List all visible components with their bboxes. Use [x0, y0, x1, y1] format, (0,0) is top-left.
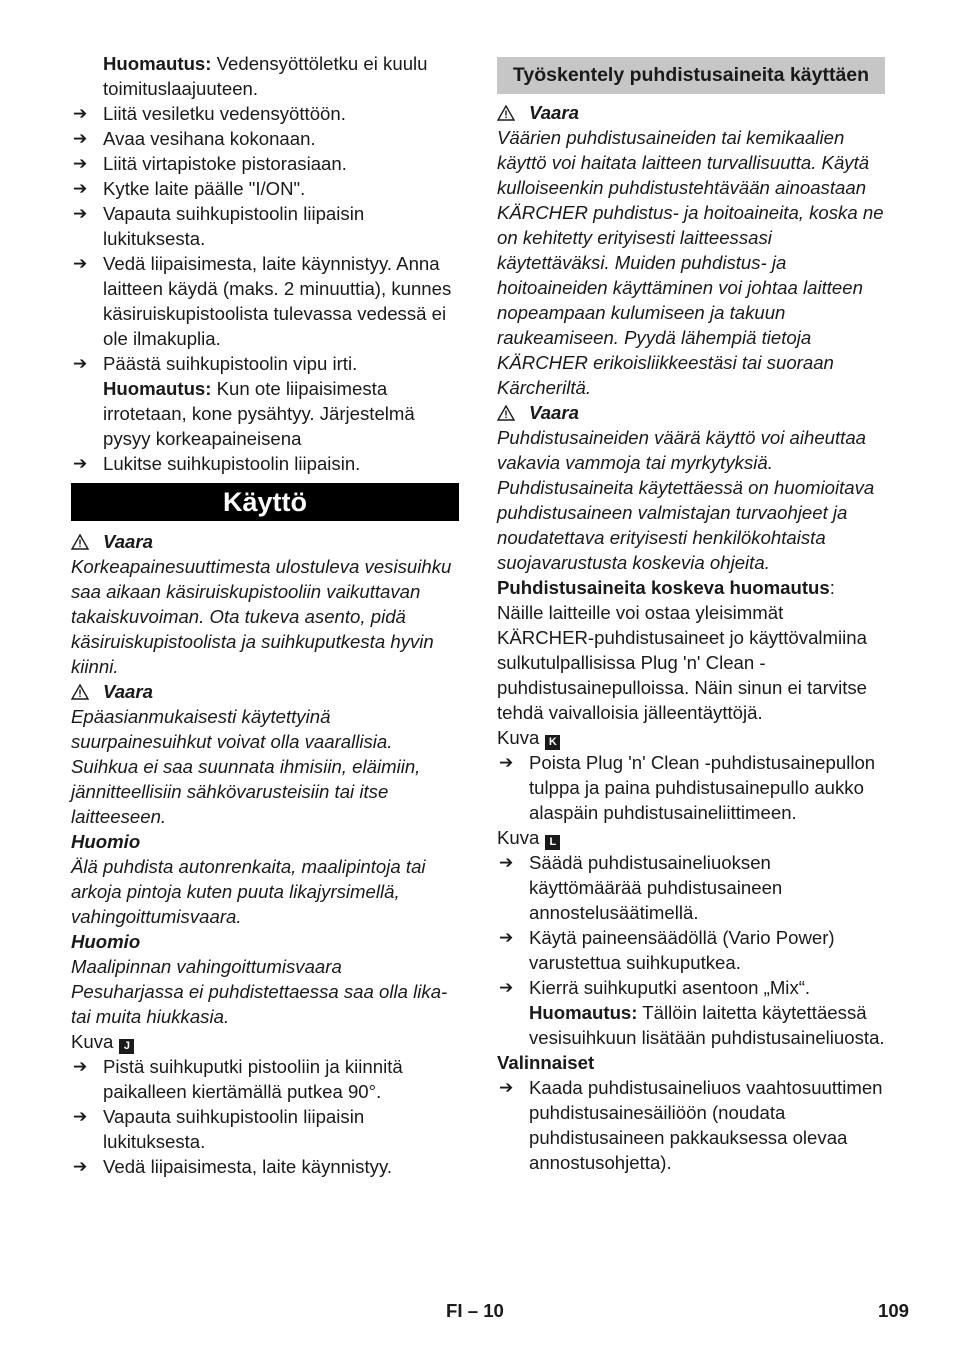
list-item: ➔ Käytä paineensäädöllä (Vario Power) varustettua suihkuputkea.	[499, 927, 835, 973]
list-item: ➔ Pistä suihkuputki pistooliin ja kiinnitä paikalleen kiertämällä putkea 90°.	[73, 1056, 403, 1102]
list-item: ➔ Poista Plug 'n' Clean -puhdistusainepullon tulppa ja paina puhdistusainepullo aukko alaspäin puhdistusaineliittimeen.	[499, 752, 876, 823]
figure-letter-badge: L	[545, 835, 560, 850]
list-item: ➔ Liitä vesiletku vedensyöttöön.	[73, 103, 346, 124]
warning-heading: Vaara	[497, 100, 885, 125]
note-pressure: Huomautus: Kun ote liipaisimesta irrotetaan, kone pysähtyy. Järjestelmä pysyy korkeapaineisena	[103, 378, 415, 449]
page-number: 109	[878, 1300, 910, 1321]
note-text: Vedensyöttöletku ei kuulu toimituslaajuuteen.	[103, 53, 428, 99]
optional-heading: Valinnaiset	[497, 1052, 595, 1073]
arrow-right-icon: ➔	[73, 454, 88, 473]
caution-text: Älä puhdista autonrenkaita, maalipintoja tai arkoja pintoja kuten puuta likajyrsimellä, vahingoittumisvaara.	[71, 856, 426, 927]
warning-text: Epäasianmukaisesti käytettyinä suurpainesuihkut voivat olla vaarallisia. Suihkua ei saa suunnata ihmisiin, eläimiin, jännitteellisiin sähkövarusteisiin tai itse laitteeseen.	[71, 706, 421, 827]
list-item: ➔ Avaa vesihana kokonaan.	[73, 128, 316, 149]
warning-triangle-icon	[71, 684, 89, 700]
figure-reference: Kuva K	[497, 725, 885, 750]
list-item: ➔ Vedä liipaisimesta, laite käynnistyy.	[73, 1156, 393, 1177]
warning-text: Puhdistusaineiden väärä käyttö voi aiheuttaa vakavia vammoja tai myrkytyksiä. Puhdistusaineita käytettäessä on huomioitava puhdistusaineen valmistajan turvaohjeet ja noudatettava erityisesti henkilökohtaista suojavarustusta koskevia ohjeita.	[497, 427, 875, 573]
arrow-right-icon: ➔	[73, 204, 88, 223]
warning-text: Väärien puhdistusaineiden tai kemikaalien käyttö voi haitata laitteen turvallisuutta. Käytä kulloiseenkin puhdistustehtävään ainoastaan KÄRCHER puhdistus- ja hoitoaineita, koska ne on kehitetty erityisesti laitteessasi käytettäväksi. Muiden puhdistus- ja hoitoaineiden käyttäminen voi johtaa laitteen nopeampaan kulumiseen ja takuun raukeamiseen. Pyydä lähempiä tietoja KÄRCHER erikoisliikkeestäsi tai suoraan Kärcheriltä.	[497, 127, 884, 398]
arrow-right-icon: ➔	[73, 1107, 88, 1126]
arrow-right-icon: ➔	[73, 179, 88, 198]
arrow-right-icon: ➔	[73, 104, 88, 123]
arrow-right-icon: ➔	[499, 978, 514, 997]
list-item: ➔ Kytke laite päälle "I/ON".	[73, 178, 306, 199]
arrow-right-icon: ➔	[73, 1057, 88, 1076]
arrow-right-icon: ➔	[73, 1157, 88, 1176]
caution-heading: Huomio	[71, 831, 141, 852]
list-item: ➔ Vedä liipaisimesta, laite käynnistyy. Anna laitteen käydä (maks. 2 minuuttia), kunnes käsiruiskupistoolista tulevassa vedessä ei ole ilmakuplia.	[73, 253, 452, 349]
list-item: ➔ Lukitse suihkupistoolin liipaisin.	[73, 453, 361, 474]
warning-text: Korkeapainesuuttimesta ulostuleva vesisuihku saa aikaan käsiruiskupistooliin vaikuttavan takaiskuvoiman. Ota tukeva asento, pidä käsiruiskupistoolista ja suihkuputkesta hyvin kiinni.	[71, 556, 452, 677]
figure-reference: Kuva L	[497, 825, 885, 850]
list-item: ➔ Kaada puhdistusaineliuos vaahtosuuttimen puhdistusainesäiliöön (noudata puhdistusaineen pakkauksessa olevaa annostusohjetta).	[499, 1077, 883, 1173]
warning-heading: Vaara	[497, 400, 885, 425]
figure-reference: Kuva J	[71, 1029, 459, 1054]
arrow-right-icon: ➔	[73, 354, 88, 373]
list-item: ➔ Kierrä suihkuputki asentoon „Mix“.	[499, 977, 811, 998]
note-label: Huomautus:	[103, 53, 212, 74]
note-supply-hose	[71, 51, 459, 101]
arrow-right-icon: ➔	[73, 154, 88, 173]
warning-triangle-icon	[497, 105, 515, 121]
list-item: ➔ Päästä suihkupistoolin vipu irti.	[73, 353, 358, 374]
arrow-right-icon: ➔	[499, 753, 514, 772]
warning-heading: Vaara	[71, 529, 459, 554]
warning-heading: Vaara	[71, 679, 459, 704]
arrow-right-icon: ➔	[499, 928, 514, 947]
section-title-kaytto: Käyttö	[71, 483, 459, 521]
list-item: ➔ Vapauta suihkupistoolin liipaisin lukituksesta.	[73, 203, 365, 249]
figure-letter-badge: J	[119, 1039, 134, 1054]
section-title-detergent: Työskentely puhdistusaineita käyttäen	[497, 57, 885, 94]
detergent-info: Puhdistusaineita koskeva huomautus: Näille laitteille voi ostaa yleisimmät KÄRCHER-puhdistusaineet jo käyttövalmiina sulkutulpallisissa Plug 'n' Clean -puhdistusainepulloissa. Näin sinun ei tarvitse tehdä vaivalloisia jälleentäyttöjä.	[497, 577, 868, 723]
caution-text-line2: Pesuharjassa ei puhdistettaessa saa olla lika- tai muita hiukkasia.	[71, 981, 448, 1027]
right-column	[497, 51, 885, 1175]
list-item: ➔ Liitä virtapistoke pistorasiaan.	[73, 153, 347, 174]
left-column	[71, 51, 459, 1179]
footer-language-code: FI – 10	[446, 1300, 504, 1321]
caution-heading: Huomio	[71, 931, 141, 952]
list-item: ➔ Säädä puhdistusaineliuoksen käyttömäärää puhdistusaineen annostelusäätimellä.	[499, 852, 783, 923]
list-item: ➔ Vapauta suihkupistoolin liipaisin lukituksesta.	[73, 1106, 365, 1152]
caution-text-line1: Maalipinnan vahingoittumisvaara	[71, 956, 342, 977]
warning-triangle-icon	[71, 534, 89, 550]
arrow-right-icon: ➔	[499, 1078, 514, 1097]
arrow-right-icon: ➔	[499, 853, 514, 872]
figure-letter-badge: K	[545, 735, 560, 750]
note-mix: Huomautus: Tällöin laitetta käytettäessä vesisuihkuun lisätään puhdistusaineliuosta.	[529, 1002, 885, 1048]
warning-triangle-icon	[497, 405, 515, 421]
arrow-right-icon: ➔	[73, 254, 88, 273]
arrow-right-icon: ➔	[73, 129, 88, 148]
